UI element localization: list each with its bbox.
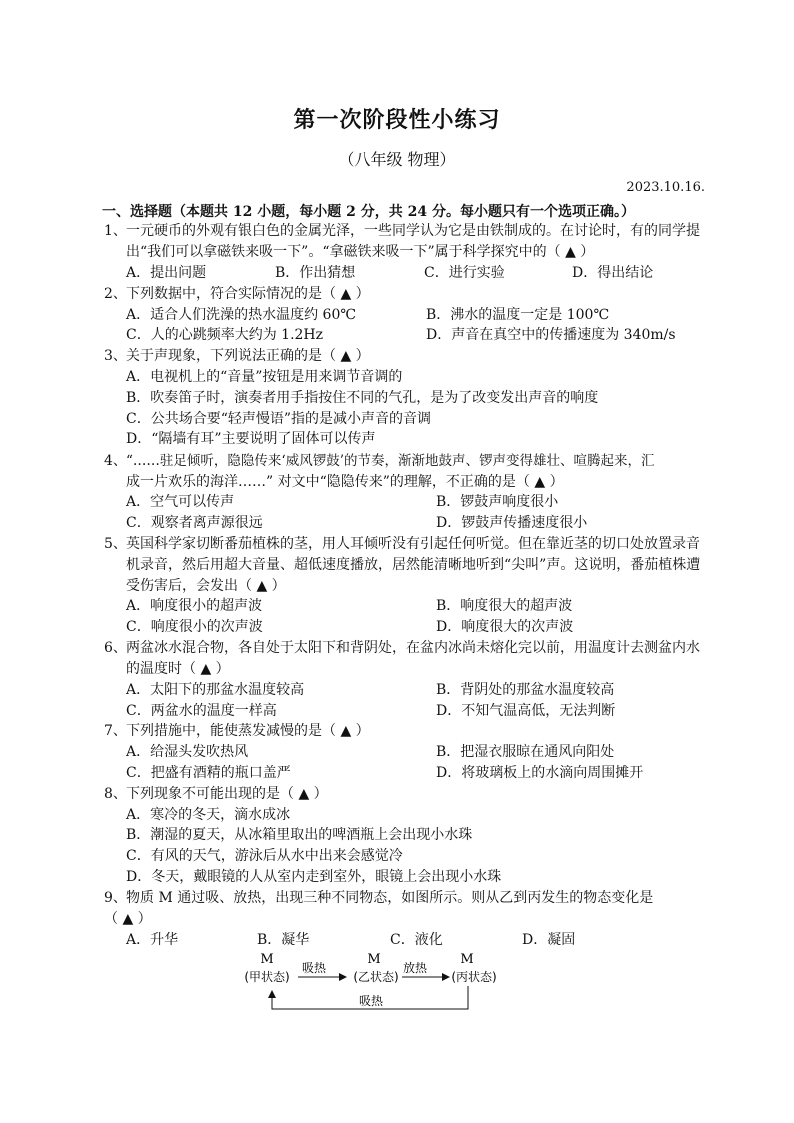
option-d: D．响度很大的次声波 <box>436 619 574 635</box>
option-c: C．有风的天气，游泳后从水中出来会感觉冷 <box>126 848 403 864</box>
option-b: B．背阴处的那盆水温度较高 <box>436 682 615 698</box>
option-b: B．凝华 <box>257 932 310 948</box>
question-number: 1、 <box>104 223 127 239</box>
option-c: C．公共场合要“轻声慢语”指的是减小声音的音调 <box>126 411 432 427</box>
option-b: B．吹奏笛子时，演奏者用手指按住不同的气孔，是为了改变发出声音的响度 <box>126 390 599 406</box>
option-d: D．锣鼓声传播速度很小 <box>436 515 588 531</box>
question-text: 英国科学家切断番茄植株的茎，用人耳倾听没有引起任何听觉。但在靠近茎的切口处放置录音 <box>126 536 700 552</box>
option-d: D．得出结论 <box>572 265 654 281</box>
question-text: 两盆冰水混合物，各自处于太阳下和背阴处，在盆内冰尚未熔化完以前，用温度计去测盆内水 <box>126 640 700 656</box>
option-a: A．提出问题 <box>126 265 207 281</box>
option-a: A．电视机上的“音量”按钮是用来调节音调的 <box>126 369 403 385</box>
question-number: 4、 <box>104 453 127 469</box>
question-text: 机录音，然后用超大音量、超低速度播放，居然能清晰地听到“尖叫”声。这说明，番茄植株遭 <box>126 557 701 573</box>
option-b: B．作出猜想 <box>275 265 356 281</box>
option-b: B．锣鼓声响度很小 <box>436 494 559 510</box>
question-number: 6、 <box>104 640 127 656</box>
m-label-b: M <box>367 952 381 967</box>
exam-date: 2023.10.16. <box>626 180 705 195</box>
option-a: A．响度很小的超声波 <box>126 598 263 614</box>
state-b-label: (乙状态) <box>353 970 399 984</box>
page-title: 第一次阶段性小练习 <box>293 108 501 133</box>
state-a-label: (甲状态) <box>244 970 290 984</box>
question-text: 下列措施中，能使蒸发减慢的是（ ▲ ） <box>126 723 370 739</box>
option-c: C．观察者离声源很远 <box>126 515 263 531</box>
option-a: A．空气可以传声 <box>126 494 235 510</box>
option-c: C．两盆水的温度一样高 <box>126 703 277 719</box>
option-b: B．把湿衣服晾在通风向阳处 <box>436 744 615 760</box>
option-a: A．寒冷的冬天，滴水成冰 <box>126 807 291 823</box>
question-number: 5、 <box>104 536 127 552</box>
question-text: 下列数据中，符合实际情况的是（ ▲ ） <box>126 286 370 302</box>
question-text: （ ▲ ） <box>104 911 152 927</box>
option-c: C．液化 <box>390 932 443 948</box>
option-d: D．冬天，戴眼镜的人从室内走到室外，眼镜上会出现小水珠 <box>126 869 502 885</box>
m-label-c: M <box>460 952 474 967</box>
option-d: D．不知气温高低，无法判断 <box>436 703 616 719</box>
question-text: 受伤害后，会发出（ ▲ ） <box>126 578 286 594</box>
m-label-a: M <box>260 952 274 967</box>
question-text: 成一片欢乐的海洋……” 对文中“隐隐传来”的理解，不正确的是（ ▲ ） <box>126 474 564 490</box>
option-a: A．给湿头发吹热风 <box>126 744 249 760</box>
option-b: B．响度很大的超声波 <box>436 598 573 614</box>
option-d: D．声音在真空中的传播速度为 340m/s <box>426 327 676 343</box>
state-c-label: (丙状态) <box>451 970 497 984</box>
option-c: C．响度很小的次声波 <box>126 619 263 635</box>
question-number: 9、 <box>104 890 127 906</box>
option-a: A．升华 <box>126 932 179 948</box>
question-number: 8、 <box>104 786 127 802</box>
question-text: 一元硬币的外观有银白色的金属光泽，一些同学认为它是由铁制成的。在讨论时，有的同学提 <box>126 223 700 239</box>
page-subtitle: （八年级 物理） <box>338 150 456 169</box>
question-text: 物质 M 通过吸、放热，出现三种不同物态，如图所示。则从乙到丙发生的物态变化是 <box>126 890 654 906</box>
option-c: C．人的心跳频率大约为 1.2Hz <box>126 327 324 343</box>
section-heading: 一、选择题（本题共 12 小题，每小题 2 分，共 24 分。每小题只有一个选项正确。） <box>102 204 635 220</box>
option-a: A．适合人们洗澡的热水温度约 60℃ <box>126 307 357 323</box>
question-text: 下列现象不可能出现的是（ ▲ ） <box>126 786 328 802</box>
question-text: 出“我们可以拿磁铁来吸一下”。“拿磁铁来吸一下”属于科学探究中的（ ▲ ） <box>126 244 595 260</box>
option-b: B．潮湿的夏天，从冰箱里取出的啤酒瓶上会出现小水珠 <box>126 827 473 843</box>
option-a: A．太阳下的那盆水温度较高 <box>126 682 305 698</box>
arrow-c-to-a-label: 吸热 <box>358 994 384 1008</box>
option-d: D．将玻璃板上的水滴向周围摊开 <box>436 765 644 781</box>
question-text: 关于声现象，下列说法正确的是（ ▲ ） <box>126 348 370 364</box>
option-c: C．进行实验 <box>424 265 505 281</box>
question-number: 7、 <box>104 723 127 739</box>
question-number: 3、 <box>104 348 127 364</box>
question-number: 2、 <box>104 286 127 302</box>
option-b: B．沸水的温度一定是 100℃ <box>426 307 610 323</box>
question-text: 的温度时（ ▲ ） <box>126 661 230 677</box>
option-d: D．凝固 <box>522 932 576 948</box>
question-text: “……驻足倾听，隐隐传来‘威风锣鼓’的节奏，渐渐地鼓声、锣声变得雄壮、喧腾起来，汇 <box>126 453 655 469</box>
option-d: D．“隔墙有耳”主要说明了固体可以传声 <box>126 431 376 447</box>
option-c: C．把盛有酒精的瓶口盖严 <box>126 765 291 781</box>
arrow-b-to-c-label: 放热 <box>402 961 428 975</box>
arrow-a-to-b-label: 吸热 <box>301 961 327 975</box>
state-change-diagram <box>230 948 520 1014</box>
